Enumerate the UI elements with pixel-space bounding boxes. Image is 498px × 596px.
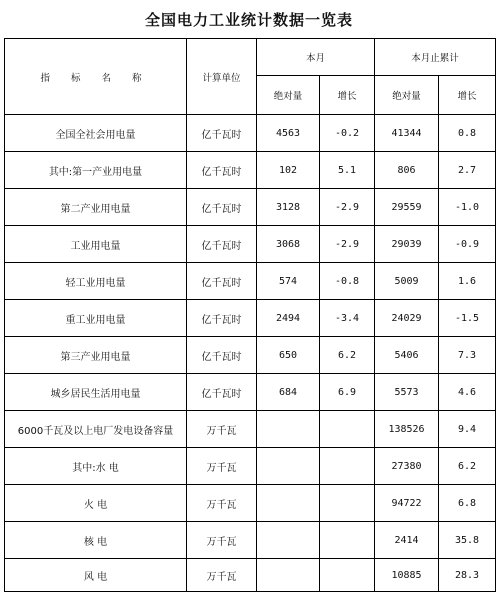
- row-unit: 亿千瓦时: [187, 300, 257, 337]
- header-unit: 计算单位: [187, 39, 257, 115]
- row-name: 其中:水 电: [5, 448, 187, 485]
- table-row: [5, 559, 496, 592]
- row-month-absolute: 574: [257, 263, 320, 300]
- table-row: [5, 152, 496, 189]
- header-row-top: [5, 39, 496, 76]
- table-row: [5, 485, 496, 522]
- row-ytd-absolute: 29039: [375, 226, 439, 263]
- row-month-absolute: 3068: [257, 226, 320, 263]
- row-name: 6000千瓦及以上电厂发电设备容量: [5, 411, 187, 448]
- row-ytd-growth: 2.7: [439, 152, 496, 189]
- row-ytd-growth: 35.8: [439, 522, 496, 559]
- row-month-growth: [320, 411, 375, 448]
- row-ytd-growth: 1.6: [439, 263, 496, 300]
- row-unit: 万千瓦: [187, 411, 257, 448]
- row-unit: 亿千瓦时: [187, 374, 257, 411]
- row-name: 火 电: [5, 485, 187, 522]
- row-name: 风 电: [5, 559, 187, 592]
- row-ytd-absolute: 94722: [375, 485, 439, 522]
- row-month-growth: [320, 448, 375, 485]
- row-ytd-growth: 28.3: [439, 559, 496, 592]
- row-ytd-growth: -0.9: [439, 226, 496, 263]
- row-month-growth: [320, 485, 375, 522]
- table-row: [5, 411, 496, 448]
- table-row: [5, 448, 496, 485]
- statistics-table: [4, 38, 496, 592]
- row-name: 全国全社会用电量: [5, 115, 187, 152]
- row-unit: 亿千瓦时: [187, 263, 257, 300]
- table-row: [5, 189, 496, 226]
- row-month-growth: 6.9: [320, 374, 375, 411]
- table-row: [5, 374, 496, 411]
- row-month-growth: -2.9: [320, 189, 375, 226]
- table-row: [5, 300, 496, 337]
- header-indicator: 指 标 名 称: [5, 39, 187, 115]
- row-name: 城乡居民生活用电量: [5, 374, 187, 411]
- row-month-growth: -0.8: [320, 263, 375, 300]
- row-month-absolute: [257, 559, 320, 592]
- row-ytd-growth: 7.3: [439, 337, 496, 374]
- table-row: [5, 337, 496, 374]
- row-month-growth: -0.2: [320, 115, 375, 152]
- row-ytd-absolute: 138526: [375, 411, 439, 448]
- table-row: [5, 226, 496, 263]
- table-body: [5, 115, 496, 592]
- row-ytd-growth: -1.5: [439, 300, 496, 337]
- row-ytd-absolute: 5009: [375, 263, 439, 300]
- row-month-absolute: 3128: [257, 189, 320, 226]
- row-name: 核 电: [5, 522, 187, 559]
- row-unit: 亿千瓦时: [187, 226, 257, 263]
- row-unit: 亿千瓦时: [187, 337, 257, 374]
- header-month-absolute: 绝对量: [257, 76, 320, 115]
- row-month-absolute: 684: [257, 374, 320, 411]
- row-name: 第三产业用电量: [5, 337, 187, 374]
- row-month-absolute: 102: [257, 152, 320, 189]
- row-ytd-absolute: 29559: [375, 189, 439, 226]
- row-ytd-absolute: 10885: [375, 559, 439, 592]
- header-month-growth: 增长: [320, 76, 375, 115]
- row-unit: 万千瓦: [187, 448, 257, 485]
- row-name: 重工业用电量: [5, 300, 187, 337]
- row-unit: 亿千瓦时: [187, 115, 257, 152]
- row-ytd-growth: 6.8: [439, 485, 496, 522]
- row-ytd-absolute: 2414: [375, 522, 439, 559]
- row-ytd-absolute: 41344: [375, 115, 439, 152]
- row-month-absolute: [257, 448, 320, 485]
- table-row: [5, 522, 496, 559]
- row-month-growth: 5.1: [320, 152, 375, 189]
- row-ytd-absolute: 24029: [375, 300, 439, 337]
- row-ytd-growth: 9.4: [439, 411, 496, 448]
- row-month-growth: -2.9: [320, 226, 375, 263]
- row-ytd-absolute: 5573: [375, 374, 439, 411]
- row-name: 第二产业用电量: [5, 189, 187, 226]
- row-name: 工业用电量: [5, 226, 187, 263]
- row-ytd-growth: 4.6: [439, 374, 496, 411]
- row-unit: 亿千瓦时: [187, 189, 257, 226]
- row-month-absolute: [257, 485, 320, 522]
- row-ytd-growth: 0.8: [439, 115, 496, 152]
- header-this-month: 本月: [257, 39, 375, 76]
- row-month-growth: -3.4: [320, 300, 375, 337]
- table-row: [5, 263, 496, 300]
- page-title: 全国电力工业统计数据一览表: [144, 10, 353, 29]
- header-ytd-absolute: 绝对量: [375, 76, 439, 115]
- row-unit: 万千瓦: [187, 522, 257, 559]
- row-unit: 万千瓦: [187, 485, 257, 522]
- row-month-absolute: 650: [257, 337, 320, 374]
- row-ytd-growth: 6.2: [439, 448, 496, 485]
- row-month-growth: 6.2: [320, 337, 375, 374]
- row-unit: 亿千瓦时: [187, 152, 257, 189]
- row-month-absolute: [257, 522, 320, 559]
- row-name: 其中:第一产业用电量: [5, 152, 187, 189]
- table-row: [5, 115, 496, 152]
- row-month-absolute: 4563: [257, 115, 320, 152]
- row-month-absolute: [257, 411, 320, 448]
- row-name: 轻工业用电量: [5, 263, 187, 300]
- row-month-absolute: 2494: [257, 300, 320, 337]
- row-unit: 万千瓦: [187, 559, 257, 592]
- header-ytd-growth: 增长: [439, 76, 496, 115]
- row-month-growth: [320, 522, 375, 559]
- row-ytd-growth: -1.0: [439, 189, 496, 226]
- row-month-growth: [320, 559, 375, 592]
- row-ytd-absolute: 806: [375, 152, 439, 189]
- header-ytd: 本月止累计: [375, 39, 496, 76]
- row-ytd-absolute: 5406: [375, 337, 439, 374]
- row-ytd-absolute: 27380: [375, 448, 439, 485]
